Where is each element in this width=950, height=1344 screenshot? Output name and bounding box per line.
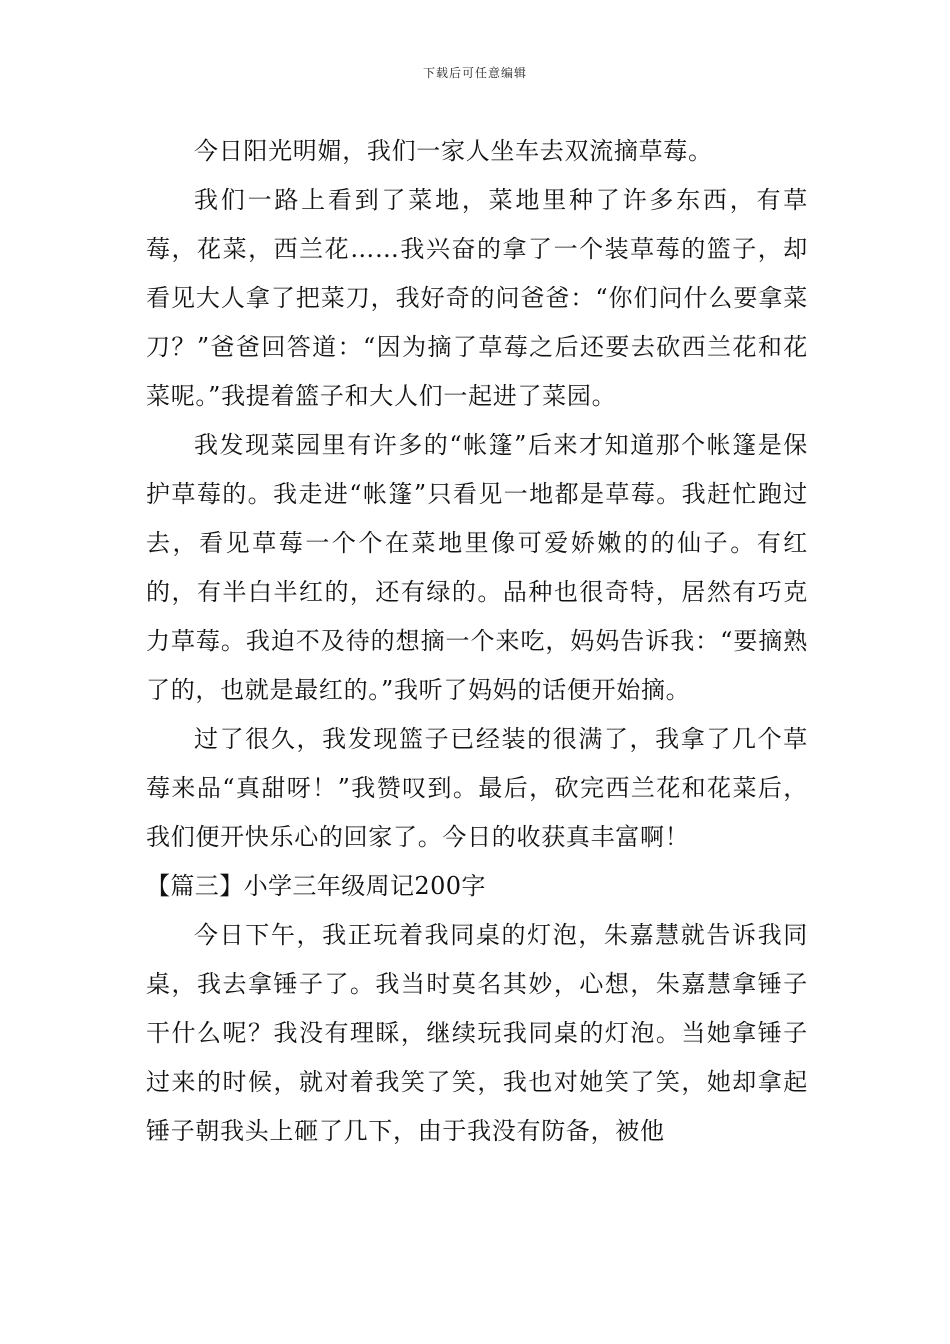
paragraph-2: 我们一路上看到了菜地，菜地里种了许多东西，有草莓，花菜，西兰花……我兴奋的拿了一个装草莓的篮子，却看见大人拿了把菜刀，我好奇的问爸爸：“你们问什么要拿菜刀？”爸爸回答道：“因为摘了草莓之后还要去砍西兰花和花菜呢。”我提着篮子和大人们一起进了菜园。 xyxy=(146,186,808,410)
paragraph-4: 过了很久，我发现篮子已经装的很满了，我拿了几个草莓来品“真甜呀！”我赞叹到。最后，砍完西兰花和花菜后，我们便开快乐心的回家了。今日的收获真丰富啊！ xyxy=(146,725,808,851)
paragraph-1: 今日阳光明媚，我们一家人坐车去双流摘草莓。 xyxy=(194,137,713,165)
paragraph-3: 我发现菜园里有许多的“帐篷”后来才知道那个帐篷是保护草莓的。我走进“帐篷”只看见一地都是草莓。我赶忙跑过去，看见草莓一个个在菜地里像可爱娇嫩的的仙子。有红的，有半白半红的，还有绿的。品种也很奇特，居然有巧克力草莓。我迫不及待的想摘一个来吃，妈妈告诉我：“要摘熟了的，也就是最红的。”我听了妈妈的话便开始摘。 xyxy=(146,431,808,704)
page-header: 下载后可任意编辑 xyxy=(422,66,527,80)
section-paragraph: 今日下午，我正玩着我同桌的灯泡，朱嘉慧就告诉我同桌，我去拿锤子了。我当时莫名其妙，心想，朱嘉慧拿锤子干什么呢？我没有理睬，继续玩我同桌的灯泡。当她拿锤子过来的时候，就对着我笑了笑，我也对她笑了笑，她却拿起锤子朝我头上砸了几下，由于我没有防备，被他 xyxy=(146,921,808,1145)
document-body xyxy=(146,127,808,1156)
section-heading: 【篇三】小学三年级周记200字 xyxy=(146,872,486,900)
